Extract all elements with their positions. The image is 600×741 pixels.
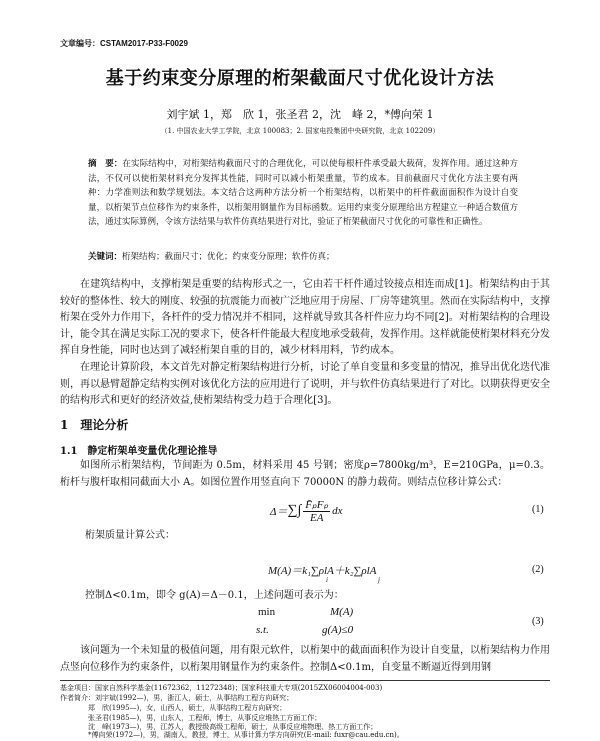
- bio-label: 作者简介：: [60, 694, 95, 702]
- eq1-fraction: [303, 498, 330, 524]
- equation-2: [268, 562, 376, 578]
- subsection-1-1-heading: [60, 442, 217, 457]
- equation-2-number: (2): [532, 564, 544, 575]
- eq2-subscript-j: j: [378, 576, 380, 584]
- eq3-constraint: g(A)≤0: [322, 624, 354, 636]
- subsection-number: 1.1: [60, 446, 78, 457]
- eq1-lhs: Δ＝: [270, 506, 288, 518]
- intro-paragraph-1: 在建筑结构中，支撑桁架是重要的结构形式之一，它由若干杆件通过铰接点相连而成[1]。桁架结构由于其较好的整体性、较大的刚度、较强的抗震能力而被广泛地应用于房屋、厂房等建筑里。然而在实际结构中，支撑桁架在受外力作用下，各杆件的受力情况并不相同，这样就导致其各杆件应力均不同[2]。对桁架结构的合理设计，能令其在满足实际工况的要求下，使各杆件能最大程度地承受载荷，发挥作用。这样就能使桁架材料充分发挥自身性能，同时也达到了减轻桁架自重的目的，减少材料用料，节约成本。: [60, 279, 550, 356]
- abstract-label: 摘 要：: [88, 159, 123, 169]
- footnote-divider: [60, 680, 550, 681]
- author-list: 刘宇斌 1，郑 欣 1，张圣君 2，沈 峰 2，*傅向荣 1: [166, 108, 434, 121]
- section-1-heading: [60, 416, 128, 433]
- section-title: 理论分析: [80, 418, 129, 432]
- keywords: [88, 250, 518, 264]
- body-paragraph-4: 桁架质量计算公式：: [85, 530, 175, 541]
- keywords-text: 桁架结构；截面尺寸；优化；约束变分原理；软件仿真；: [122, 252, 335, 262]
- eq3-min: min: [258, 606, 276, 618]
- footnote-funding: 基金项目：国家自然科学基金(11672362，11272348)；国家科技重大专项(2015ZX06004004-003): [60, 684, 383, 692]
- abstract-text: 在实际结构中，对桁架结构截面尺寸的合理优化，可以使每根杆件承受最大载荷，发挥作用。通过这种方法，不仅可以使桁架材料充分发挥其性能，同时可以减小桁架重量，节约成本。目前截面尺寸优化方法主要有两种：力学准则法和数学规划法。本文结合这两种方法分析一个桁架结构，以桁架中的杆件截面面积作为设计自变量，以桁架节点位移作为约束条件，以桁架用钢量作为目标函数。运用约束变分原理给出方程建立一种适合数值方法，通过实际算例，令该方法结果与软件仿真结果进行对比，验证了桁架截面尺寸优化的可靠性和正确性。: [88, 159, 518, 227]
- eq1-sum-integral: ∑∫: [287, 503, 302, 518]
- footnote-bio-4: 沈 峰(1973—)，男，江苏人，教授级高级工程师，硕士，从事反应堆物理、热工方面工作；: [88, 723, 378, 731]
- equation-1: [270, 494, 343, 528]
- body-paragraph-3: 如图所示桁架结构，节间距为 0.5m，材料采用 45 号钢；密度ρ=7800kg/m³，E=210GPa，μ=0.3。桁杆与腹杆取相同截面大小 A。如图位置作用竖直向下 70000N 的静力载荷。则结点位移计算公式：: [60, 460, 550, 488]
- eq2-expression: M(A)＝k₁∑ρlA＋k₂∑ρlA: [268, 565, 377, 577]
- eq1-numerator: F̄ₚFₚ: [305, 499, 329, 511]
- footnote-bio-3: 张圣君(1985—)，男，山东人，工程师，博士，从事反应堆热工方面工作；: [88, 714, 322, 722]
- eq1-denominator: EA: [310, 512, 324, 524]
- keywords-label: 关键词：: [88, 252, 123, 262]
- affiliation: （1. 中国农业大学工学院，北京 100083；2. 国家电投集团中央研究院，北京 102209）: [160, 127, 440, 135]
- subsection-title: 静定桁架单变量优化理论推导: [87, 446, 218, 457]
- body-paragraph-6: 该问题为一个未知量的极值问题，用有限元软件，以桁架中的截面面积作为设计自变量，以桁架结构力作用点竖向位移作为约束条件，以桁架用钢量作为约束条件。控制Δ<0.1m，自变量不断逼近得到用钢: [60, 645, 550, 673]
- footnote-bio-2: 郑 欣(1995—)，女，山西人，硕士，从事结构工程方向研究；: [88, 704, 287, 712]
- eq2-subscript-i: i: [326, 576, 328, 584]
- paper-title: 基于约束变分原理的桁架截面尺寸优化设计方法: [105, 68, 495, 89]
- bio-text-1: 刘宇斌(1992—)，男，浙江人，硕士，从事结构工程方向研究；: [95, 694, 294, 702]
- equation-3-number: (3): [532, 616, 544, 627]
- eq3-subject-to: s.t.: [256, 624, 269, 636]
- eq1-tail: dx: [332, 505, 343, 517]
- abstract: [88, 157, 518, 230]
- section-number: 1: [60, 418, 69, 432]
- article-number: 文章编号：CSTAM2017-P33-F0029: [60, 39, 188, 48]
- eq3-objective: M(A): [330, 606, 354, 618]
- body-paragraph-5: 控制Δ<0.1m，即令 g(A)＝Δ－0.1，上述问题可表示为：: [85, 590, 344, 601]
- intro-paragraph-2: 在理论计算阶段，本文首先对静定桁架结构进行分析，讨论了单自变量和多变量的情况，推导出优化迭代准则，再以悬臂超静定结构实例对该优化方法的应用进行了说明，并与软件仿真结果进行了对比。以期获得更安全的结构形式和更好的经济效益,使桁架结构受力趋于合理化[3]。: [60, 362, 550, 406]
- equation-1-number: (1): [532, 504, 544, 515]
- footnote-bio-5: *傅向荣(1972—)，男，湖南人，教授，博士，从事计算力学方向研究(E-mail: fuxr@cau.edu.cn)。: [88, 731, 404, 739]
